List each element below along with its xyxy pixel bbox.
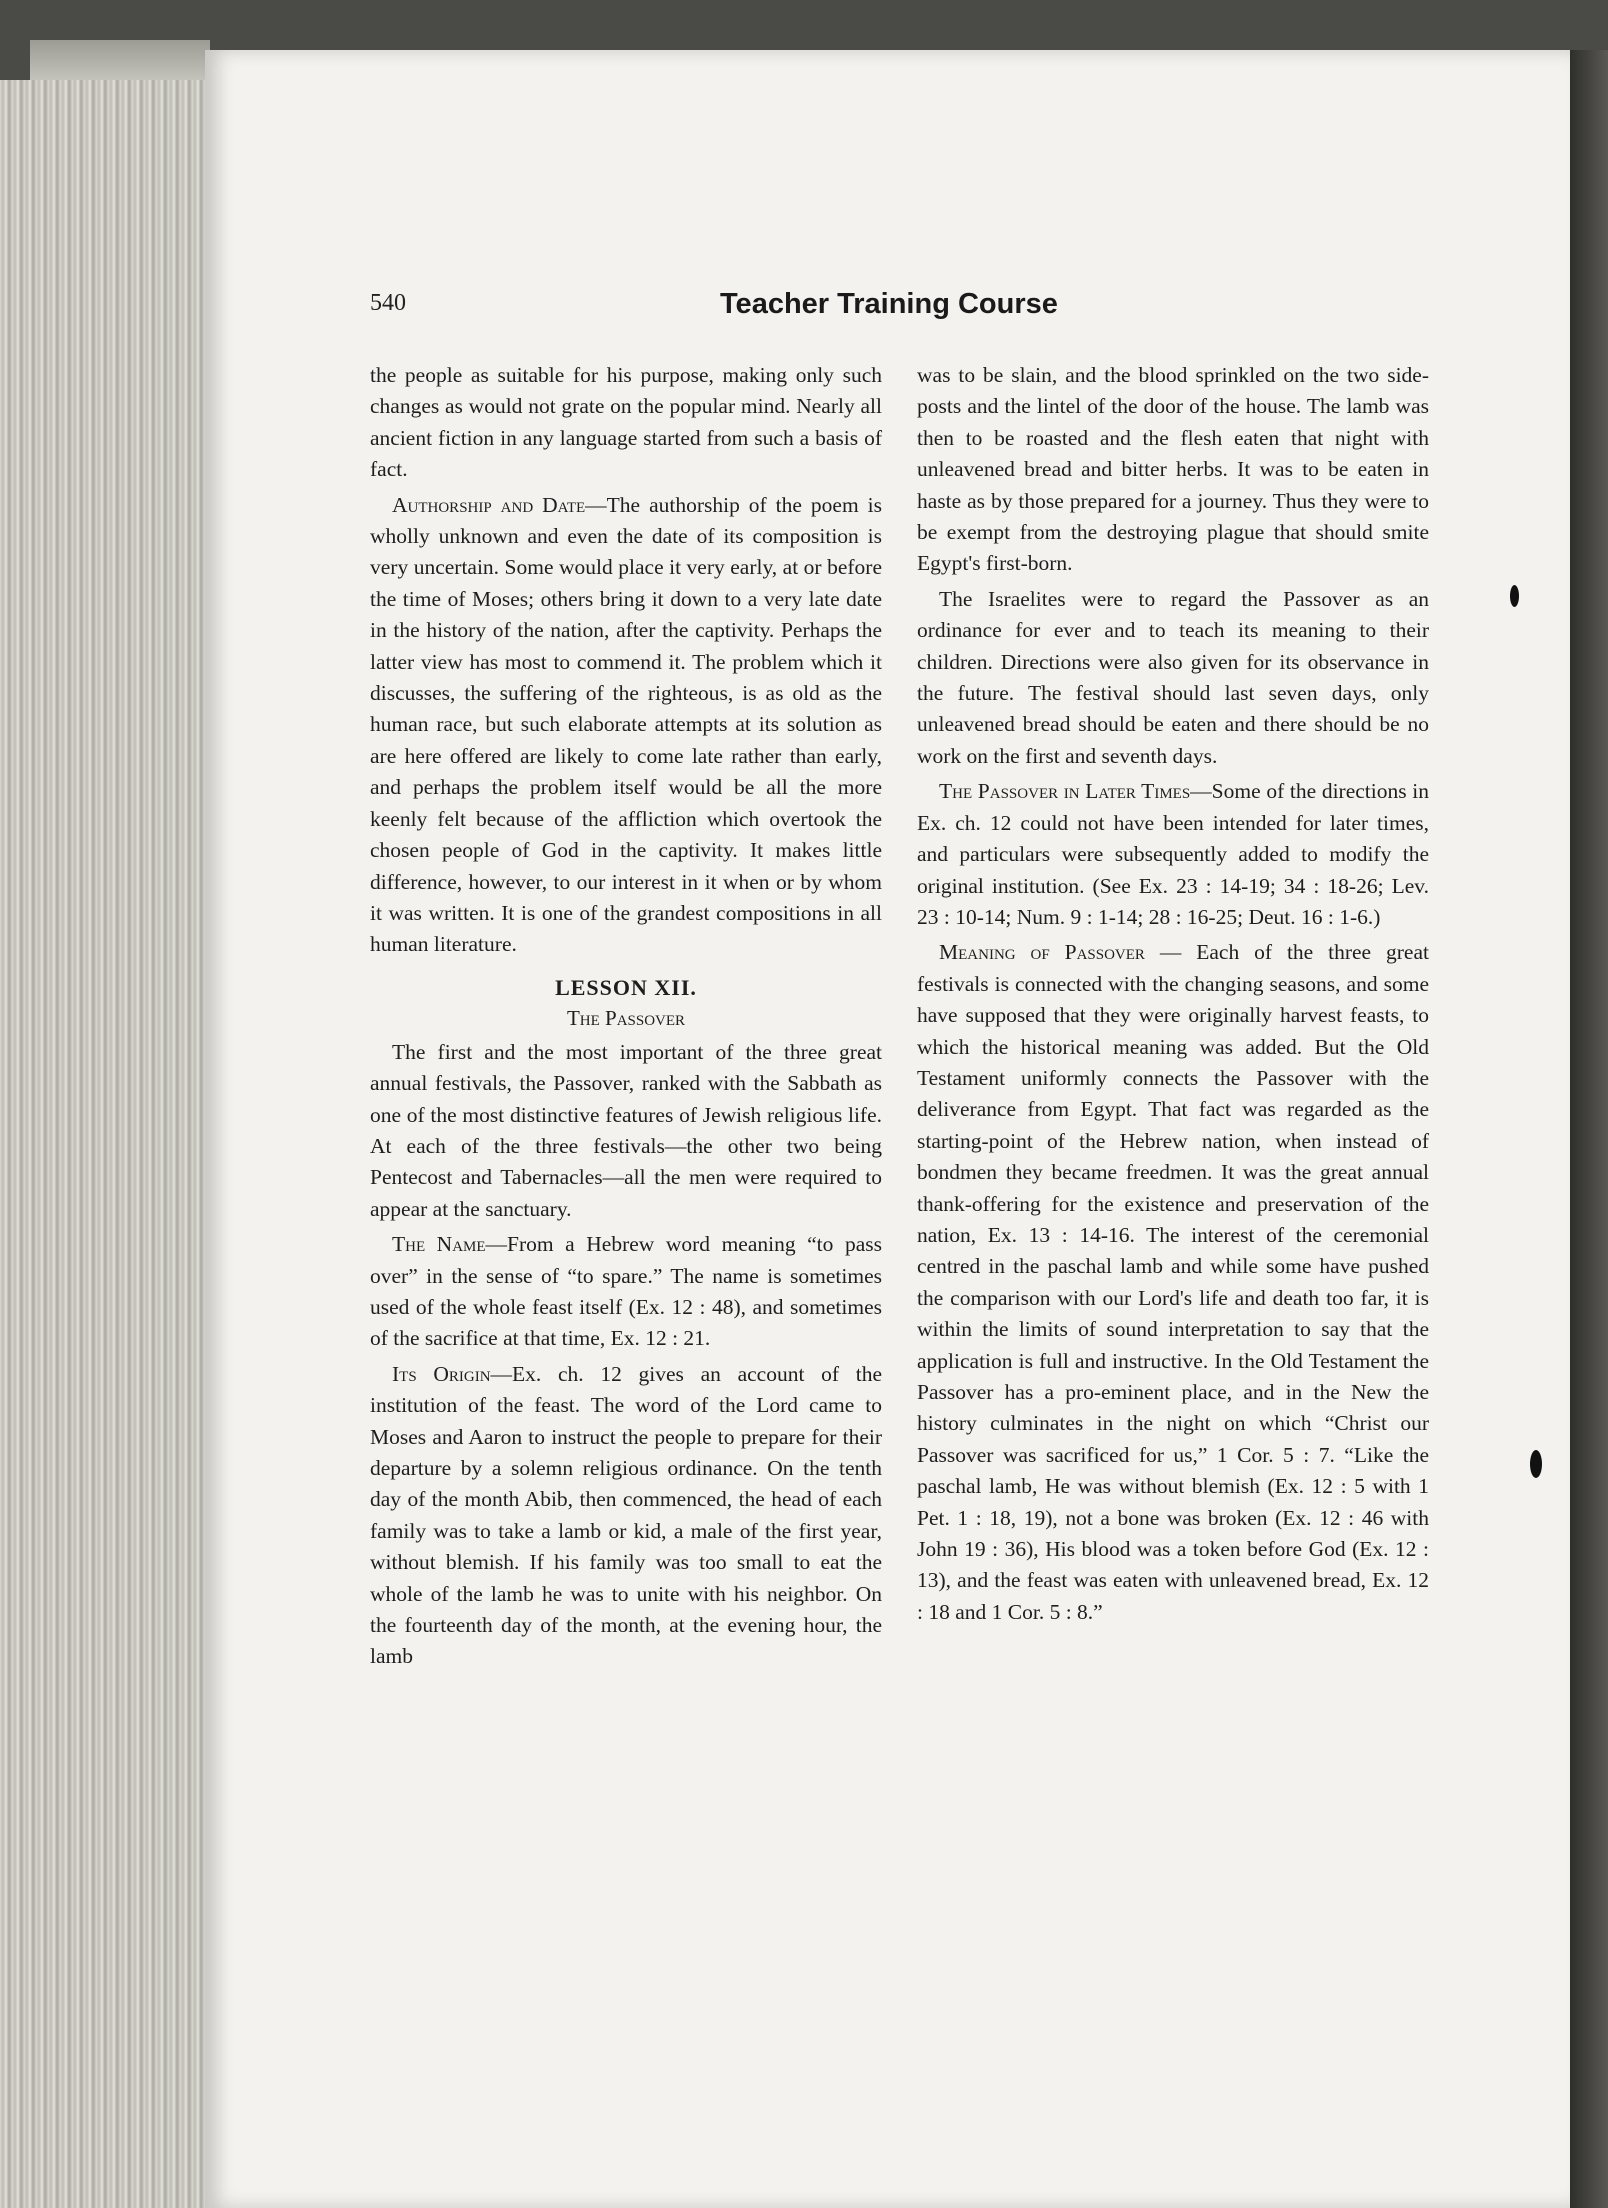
paragraph-its-origin xyxy=(370,1359,882,1673)
paragraph-continuation-right: was to be slain, and the blood sprinkled on the two side-posts and the lintel of the door of the house. The lamb was then to be roasted and the flesh eaten that night with unleavened bread and bitter herbs. It was to be eaten in haste as by those prepared for a journey. Thus they were to be exempt from the destroying plague that should smite Egypt's first-born. xyxy=(917,363,1429,576)
facing-page-edge xyxy=(1570,50,1608,2208)
paragraph-continuation: the people as suitable for his purpose, making only such changes as would not grate on the popular mind. Nearly all ancient fiction in any language started from such a basis of fact. xyxy=(370,363,882,482)
paragraph-passover-intro: The first and the most important of the three great annual festivals, the Passover, ranked with the Sabbath as one of the most distinctive features of Jewish religious life. At each of the three festivals—the other two being Pentecost and Tabernacles—all the men were required to appear at the sanctuary. xyxy=(370,1039,882,1221)
paragraph-meaning xyxy=(917,937,1429,1628)
left-column xyxy=(370,360,882,1677)
section-label-the-name: The Name xyxy=(392,1232,486,1257)
paragraph-authorship-text: —The authorship of the poem is wholly unknown and even the date of its composition is very uncertain. Some would place it very early, at or before the time of Moses; others bring it down to a very late date in the history of the nation, after the captivity. Perhaps the latter view has most to commend it. The problem which it discusses, the suffering of the righteous, is as old as the human race, but such elaborate attempts at its solution as are here offered are likely to come late rather than early, and perhaps the problem itself would be all the more keenly felt because of the affliction which overtook the chosen people of God in the captivity. It makes little difference, however, to our interest in it when or by whom it was written. It is one of the grandest compositions in all human literature. xyxy=(370,492,882,957)
paragraph-later-times xyxy=(917,776,1429,933)
right-column xyxy=(917,360,1429,1632)
section-label-later-times: The Passover in Later Times xyxy=(939,779,1191,804)
section-label-its-origin: Its Origin xyxy=(392,1361,491,1386)
book-page-stack-edge xyxy=(0,80,205,2208)
page-number: 540 xyxy=(370,290,406,316)
page-header xyxy=(370,288,1260,328)
lesson-subheading: The Passover xyxy=(566,1005,686,1030)
paragraph-later-times-text: —Some of the directions in Ex. ch. 12 could not have been intended for later times, and particulars were subsequently added to modify the original institution. (See Ex. 23 : 14-19; 34 : 18-26; Lev. 23 : 10-14; Num. 9 : 1-14; 28 : 16-25; Deut. 16 : 1-6.) xyxy=(917,779,1430,929)
lesson-heading: LESSON XII. xyxy=(555,974,697,1000)
paragraph-meaning-text: — Each of the three great festivals is connected with the changing seasons, and some have supposed that they were originally harvest feasts, to which the historical meaning was added. But the Old Testament uniformly connects the Passover with the deliverance from Egypt. That fact was regarded as the starting-point of the Hebrew nation, when instead of bondmen they became freedmen. It was the great annual thank-offering for the existence and preservation of the nation, Ex. 13 : 14-16. The interest of the ceremonial centred in the paschal lamb and while some have pushed the comparison with our Lord's life and death too far, it is within the limits of sound interpretation to say that the application is full and instructive. In the Old Testament the Passover has a pro-eminent place, and in the New the history culminates in the night on which “Christ our Passover was sacrificed for us,” 1 Cor. 5 : 7. “Like the paschal lamb, He was without blemish (Ex. 12 : 5 with 1 Pet. 1 : 18, 19), not a bone was broken (Ex. 12 : 46 with John 19 : 36), His blood was a token before God (Ex. 12 : 13), and the feast was eaten with unleavened bread, Ex. 12 : 18 and 1 Cor. 5 : 8.” xyxy=(917,940,1429,1624)
paragraph-ordinance: The Israelites were to regard the Passover as an ordinance for ever and to teach its meaning to their children. Directions were also given for its observance in the future. The festival should last seven days, only unleavened bread should be eaten and there should be no work on the first and seventh days. xyxy=(917,586,1429,768)
paragraph-its-origin-text: —Ex. ch. 12 gives an account of the institution of the feast. The word of the Lord came to Moses and Aaron to instruct the people to prepare for their departure by a solemn religious ordinance. On the tenth day of the month Abib, then commenced, the head of each family was to take a lamb or kid, a male of the first year, without blemish. If his family was too small to eat the whole of the lamb he was to unite with his neighbor. On the fourteenth day of the month, at the evening hour, the lamb xyxy=(370,1361,882,1669)
section-label-authorship: Authorship and Date xyxy=(392,492,586,517)
paragraph-the-name xyxy=(370,1229,882,1355)
section-label-meaning: Meaning of Passover xyxy=(939,940,1145,965)
paragraph-authorship xyxy=(370,490,882,961)
paragraph-the-name-text: —From a Hebrew word meaning “to pass over” in the sense of “to spare.” The name is sometimes used of the whole feast itself (Ex. 12 : 48), and sometimes of the sacrifice at that time, Ex. 12 : 21. xyxy=(370,1232,882,1351)
running-title: Teacher Training Course xyxy=(720,288,1058,320)
